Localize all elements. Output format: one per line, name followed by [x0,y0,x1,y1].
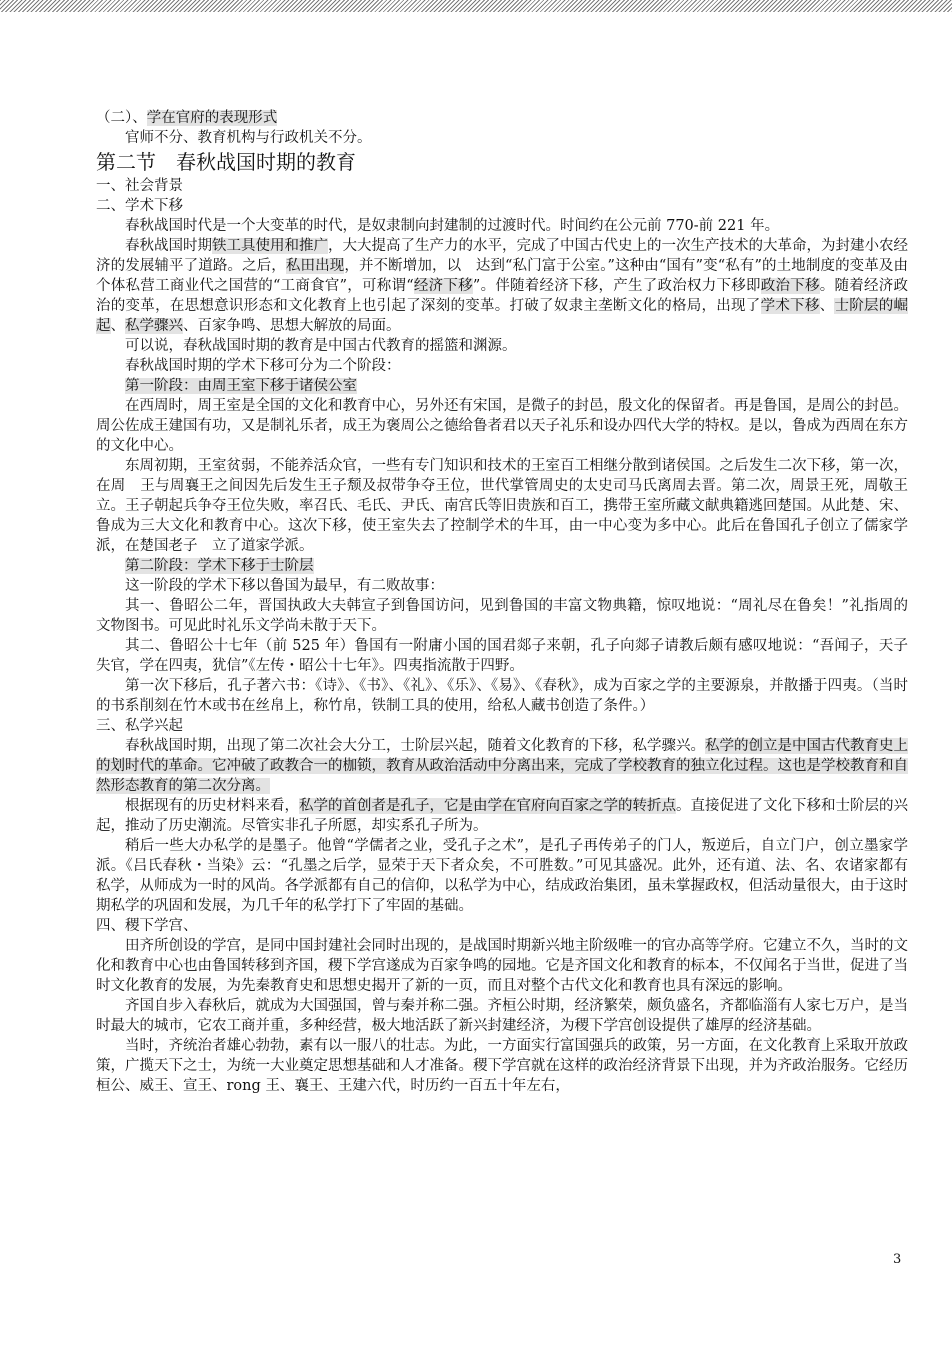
highlight: 第二阶段：学术下移于士阶层 [125,558,314,574]
paragraph: 东周初期，王室贫弱，不能养活众官，一些有专门知识和技术的王室百工相继分散到诸侯国。之后发生二次下移，第一次，在周 王与周襄王之间因先后发生王子颓及叔带争夺王位，世代掌管周史的太史司马氏离周去晋。第二次，周景王死，周敬王立。王子朝起兵争夺王位失败，率召氏、毛氏、尹氏、南宫氏等旧贵族和百工，携带王室所藏文献典籍逃回楚国。从此楚、宋、鲁成为三大文化和教育中心。这次下移，使王室失去了控制学术的牛耳，由一中心变为多中心。此后在鲁国孔子创立了儒家学派，在楚国老子 立了道家学派。 [96,458,908,554]
paragraph: 齐国自步入春秋后，就成为大国强国，曾与秦并称二强。齐桓公时期，经济繁荣，颇负盛名，齐都临淄有人家七万户，是当时最大的城市，它农工商并重，多种经营，极大地活跃了新兴封建经济，为稷下学宫创设提供了雄厚的经济基础。 [96,998,908,1034]
highlight: 学在官府的表现形式 [146,110,278,126]
paragraph: 根据现有的历史材料来看，私学的首创者是孔子，它是由学在官府向百家之学的转折点。直接促进了文化下移和士阶层的兴起，推动了历史潮流。尽管实非孔子所愿，却实系孔子所为。 [96,798,908,834]
document-page [96,108,908,1096]
highlight: 士阶层的崛起 [96,298,909,334]
highlight: 铁工具使用和推广 [212,238,328,254]
paragraph: 官师不分、教育机构与行政机关不分。 [125,130,372,146]
paragraph: 在西周时，周王室是全国的文化和教育中心，另外还有宋国，是微子的封邑，殷文化的保留者。再是鲁国，是周公的封邑。周公佐成王建国有功，又是制礼乐者，成王为褒周公之德给鲁者君以天子礼乐和设办四代大学的特权。是以，鲁成为西周在东方的文化中心。 [96,398,908,454]
paragraph: 春秋战国时代是一个大变革的时代，是奴隶制向封建制的过渡时代。时间约在公元前 770-前 221 年。 [125,218,780,234]
paragraph: 可以说，春秋战国时期的教育是中国古代教育的摇篮和渊源。 [125,338,517,354]
highlight: 私学的创立是中国古代教育史上的划时代的革命。它冲破了政教合一的枷锁，教育从政治活动中分离出来，完成了学校教育的独立化过程。这也是学校教育和自然形态教育的第二次分离。 [96,738,908,794]
paragraph: 其二、鲁昭公十七年（前 525 年）鲁国有一附庸小国的国君郯子来朝，孔子向郯子请教后颇有感叹地说：“吾闻子，天子失官，学在四夷，犹信”《左传・昭公十七年》。四夷指流散于四野。 [96,638,908,674]
highlight: 私学骤兴 [125,318,183,334]
highlight: 政治下移 [760,278,820,294]
page-top-border [0,0,952,12]
paragraph: 春秋战国时期铁工具使用和推广，大大提高了生产力的水平，完成了中国古代史上的一次生产技术的大革命，为封建小农经济的发展辅平了道路。之后，私田出现，并不断增加，以 达到“私门富于公室。”这种由“国有”变“私有”的土地制度的变革及由个体私营工商业代之国营的“工商食官”，可称谓“经济下移”。伴随着经济下移，产生了政治权力下移即政治下移。随着经济政治的变革，在思想意识形态和文化教育上也引起了深刻的变革。打破了奴隶主垄断文化的格局，出现了学术下移、士阶层的崛起、私学骤兴、百家争鸣、思想大解放的局面。 [96,238,909,334]
highlight: 第一阶段：由周王室下移于诸侯公室 [125,378,357,394]
paragraph: 田齐所创设的学宫，是同中国封建社会同时出现的，是战国时期新兴地主阶级唯一的官办高等学府。它建立不久，当时的文化和教育中心也由鲁国转移到齐国，稷下学宫遂成为百家争鸣的园地。它是齐国文化和教育的标本，不仅闻名于当世，促进了当时文化教育的发展，为先秦教育史和思想史揭开了新的一页，而且对整个古代文化和教育也具有深远的影响。 [96,938,908,994]
highlight: 私田出现 [285,258,345,274]
paragraph: 这一阶段的学术下移以鲁国为最早，有二败故事： [125,578,444,594]
paragraph: 稍后一些大办私学的是墨子。他曾“学儒者之业，受孔子之术”，是孔子再传弟子的门人，叛逆后，自立门户，创立墨家学派。《吕氏春秋・当染》云：“孔墨之后学，显荣于天下者众矣，不可胜数。”可见其盛况。此外，还有道、法、名、农诸家都有私学，从师成为一时的风尚。各学派都有自己的信仰，以私学为中心，结成政治集团，虽未掌握政权，但活动量很大，由于这时期私学的巩固和发展，为几千年的私学打下了牢固的基础。 [96,838,908,914]
heading-social-background: 一、社会背景 [96,178,183,194]
heading-academic-downshift: 二、学术下移 [96,198,183,214]
highlight: 学术下移 [760,298,820,314]
page-number: 3 [893,1252,902,1267]
stage-two-heading [96,556,908,576]
paragraph: 春秋战国时期，出现了第二次社会大分工，士阶层兴起，随着文化教育的下移，私学骤兴。私学的创立是中国古代教育史上的划时代的革命。它冲破了政教合一的枷锁，教育从政治活动中分离出来，完成了学校教育的独立化过程。这也是学校教育和自然形态教育的第二次分离。 [96,738,908,794]
highlight: 经济下移 [413,278,473,294]
subheading-xuezaiguanfu: （二）、学在官府的表现形式 [96,110,278,126]
highlight: 私学的首创者是孔子，它是由学在官府向百家之学的转折点 [299,798,676,814]
heading-private-schools: 三、私学兴起 [96,718,183,734]
paragraph: 当时，齐统治者雄心勃勃，素有以一服八的壮志。为此，一方面实行富国强兵的政策，另一方面，在文化教育上采取开放政策，广揽天下之士，为统一大业奠定思想基础和人才准备。稷下学宫就在这样的政治经济背景下出现，并为齐政治服务。它经历桓公、威王、宣王、rong 王、襄王、王建六代，时历约一百五十年左右， [96,1038,908,1094]
paragraph: 春秋战国时期的学术下移可分为二个阶段： [125,358,401,374]
paragraph: 第一次下移后，孔子著六书：《诗》、《书》、《礼》、《乐》、《易》、《春秋》，成为百家之学的主要源泉，并散播于四夷。（当时的书系削刻在竹木或书在丝帛上，称竹帛，铁制工具的使用，给私人藏书创造了条件。） [96,678,908,714]
heading-jixia-academy: 四、稷下学宫、 [96,918,198,934]
stage-one-heading [96,376,908,396]
section-title: 第二节 春秋战国时期的教育 [96,150,356,174]
paragraph: 其一、鲁昭公二年，晋国执政大夫韩宣子到鲁国访问，见到鲁国的丰富文物典籍，惊叹地说：“周礼尽在鲁矣！”礼指周的文物图书。可见此时礼乐文学尚未散于天下。 [96,598,908,634]
